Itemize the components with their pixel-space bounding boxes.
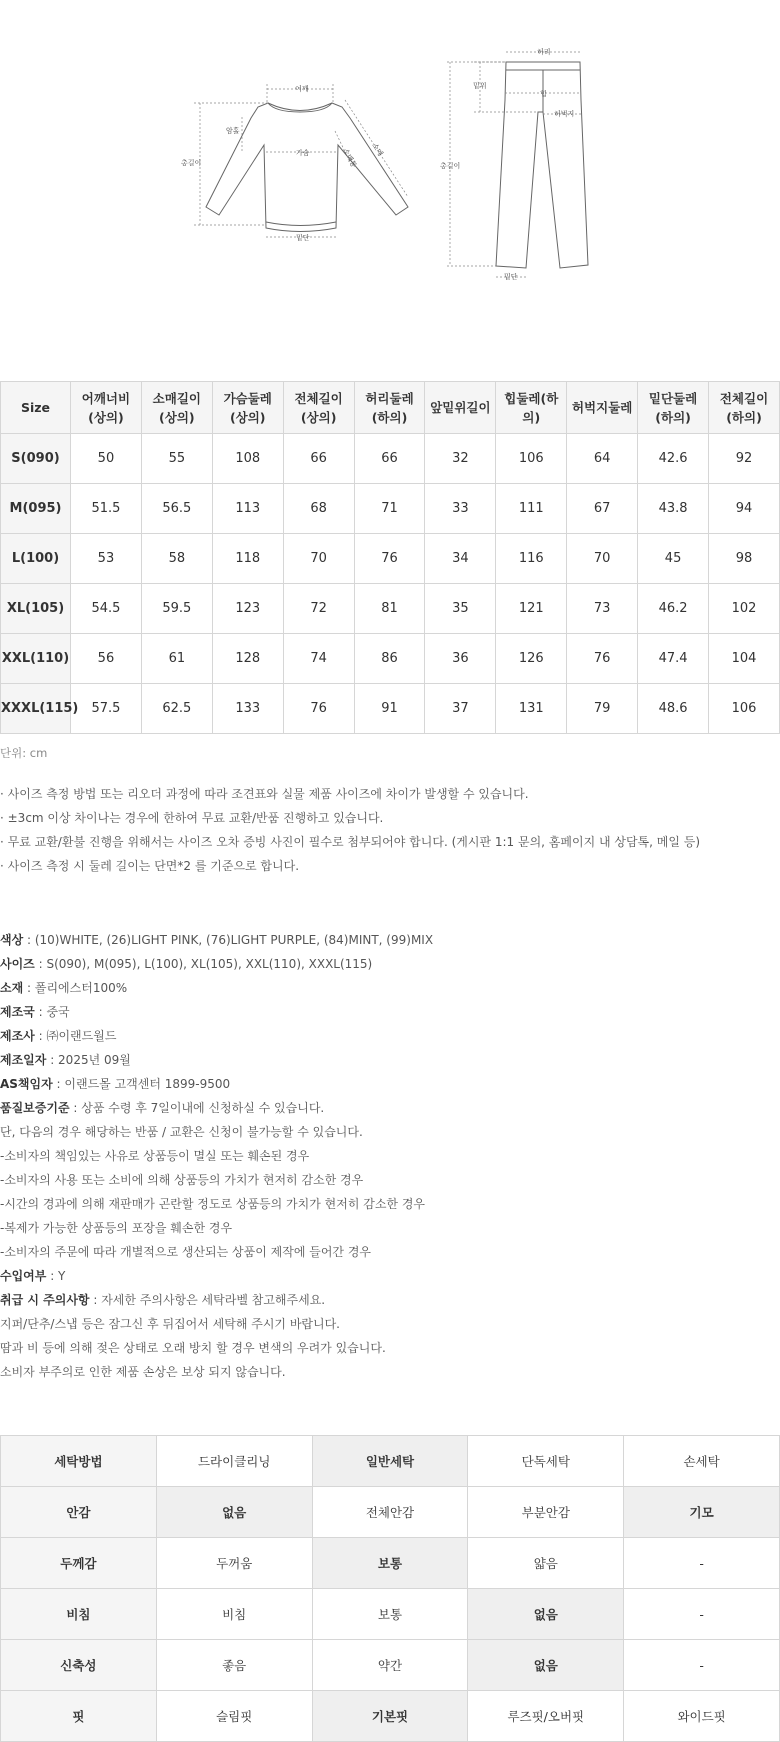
note-item: · 사이즈 측정 시 둘레 길이는 단면*2 를 기준으로 합니다.: [0, 859, 300, 873]
size-value-cell: 48.6: [638, 684, 709, 734]
info-text: 땀과 비 등에 의해 젖은 상태로 오래 방치 할 경우 변색의 우려가 있습니다.: [0, 1341, 386, 1355]
info-text: : 이랜드몰 고객센터 1899-9500: [52, 1077, 231, 1091]
info-text: : 상품 수령 후 7일이내에 신청하실 수 있습니다.: [69, 1101, 325, 1115]
size-value-cell: 35: [425, 584, 496, 634]
size-table-header: 어깨너비(상의): [71, 382, 142, 434]
care-row-head: 안감: [1, 1487, 157, 1538]
size-value-cell: 111: [496, 484, 567, 534]
size-value-cell: 74: [283, 634, 354, 684]
size-table-header: 허리둘레(하의): [354, 382, 425, 434]
size-label-cell: XXXL(115): [1, 684, 71, 734]
care-cell: 좋음: [156, 1640, 312, 1691]
diagram-label-total-length-top: 총길이: [181, 159, 202, 167]
size-label-cell: XL(105): [1, 584, 71, 634]
info-text: -소비자의 주문에 따라 개별적으로 생산되는 상품이 제작에 들어간 경우: [0, 1245, 372, 1259]
size-table-header-row: [1, 382, 780, 434]
size-value-cell: 81: [354, 584, 425, 634]
top-garment-outline: [206, 103, 408, 232]
info-line: [0, 1120, 780, 1144]
size-table-row: [1, 584, 780, 634]
size-value-cell: 53: [71, 534, 142, 584]
diagram-label-sleeve-width: 소매통: [341, 147, 358, 169]
care-row-head: 두께감: [1, 1538, 157, 1589]
care-row-head: 비침: [1, 1589, 157, 1640]
care-row-head: 세탁방법: [1, 1436, 157, 1487]
info-text: : 폴리에스터100%: [23, 981, 128, 995]
size-value-cell: 47.4: [638, 634, 709, 684]
measurement-diagram-svg: [0, 0, 780, 360]
size-value-cell: 104: [709, 634, 780, 684]
info-text: -소비자의 사용 또는 소비에 의해 상품등의 가치가 현저히 감소한 경우: [0, 1173, 364, 1187]
care-cell: 약간: [312, 1640, 468, 1691]
size-table-header: 허벅지둘레: [567, 382, 638, 434]
info-text: -시간의 경과에 의해 재판매가 곤란할 정도로 상품등의 가치가 현저히 감소한 경우: [0, 1197, 426, 1211]
size-value-cell: 126: [496, 634, 567, 684]
care-cell-selected: 없음: [468, 1640, 624, 1691]
size-value-cell: 76: [567, 634, 638, 684]
info-line: [0, 928, 780, 952]
size-table-row: [1, 484, 780, 534]
care-cell: 드라이클리닝: [156, 1436, 312, 1487]
care-cell: 와이드핏: [624, 1691, 780, 1742]
size-label-cell: S(090): [1, 434, 71, 484]
info-line: [0, 1192, 780, 1216]
diagram-label-waist: 허리: [537, 48, 551, 56]
size-value-cell: 128: [212, 634, 283, 684]
info-line: [0, 1312, 780, 1336]
size-table-header: 전체길이(하의): [709, 382, 780, 434]
size-value-cell: 51.5: [71, 484, 142, 534]
care-cell: 단독세탁: [468, 1436, 624, 1487]
care-table-row: [1, 1538, 780, 1589]
size-value-cell: 66: [354, 434, 425, 484]
size-value-cell: 70: [283, 534, 354, 584]
care-table-row: [1, 1691, 780, 1742]
size-value-cell: 121: [496, 584, 567, 634]
size-value-cell: 43.8: [638, 484, 709, 534]
info-text: : S(090), M(095), L(100), XL(105), XXL(110), XXXL(115): [34, 957, 373, 971]
size-value-cell: 56: [71, 634, 142, 684]
size-value-cell: 54.5: [71, 584, 142, 634]
info-text: : Y: [46, 1269, 66, 1283]
size-value-cell: 46.2: [638, 584, 709, 634]
size-value-cell: 59.5: [141, 584, 212, 634]
info-line: [0, 1072, 780, 1096]
care-cell-selected: 기모: [624, 1487, 780, 1538]
size-table-row: [1, 684, 780, 734]
size-value-cell: 79: [567, 684, 638, 734]
info-line: [0, 1240, 780, 1264]
care-table: [0, 1435, 780, 1742]
size-value-cell: 32: [425, 434, 496, 484]
size-value-cell: 73: [567, 584, 638, 634]
info-text: -복제가 가능한 상품등의 포장을 훼손한 경우: [0, 1221, 233, 1235]
diagram-label-total-length-bottom: 총길이: [440, 162, 461, 170]
size-table-header: 앞밑위길이: [425, 382, 496, 434]
care-cell: 슬림핏: [156, 1691, 312, 1742]
size-value-cell: 123: [212, 584, 283, 634]
info-text: 지퍼/단추/스냅 등은 잠그신 후 뒤집어서 세탁해 주시기 바랍니다.: [0, 1317, 340, 1331]
care-table-row: [1, 1640, 780, 1691]
unit-label: 단위: cm: [0, 746, 48, 760]
size-value-cell: 98: [709, 534, 780, 584]
care-cell: 전체안감: [312, 1487, 468, 1538]
info-label: 제조국: [0, 1005, 35, 1019]
diagram-label-armhole: 암홀: [226, 127, 240, 135]
info-line: [0, 1024, 780, 1048]
size-value-cell: 106: [709, 684, 780, 734]
diagram-label-hip: 힙: [540, 90, 547, 98]
size-value-cell: 57.5: [71, 684, 142, 734]
size-value-cell: 133: [212, 684, 283, 734]
care-cell: 두꺼움: [156, 1538, 312, 1589]
info-line: [0, 1144, 780, 1168]
size-value-cell: 72: [283, 584, 354, 634]
diagram-label-hem-top: 밑단: [296, 234, 310, 242]
size-value-cell: 102: [709, 584, 780, 634]
note-item: · 무료 교환/환불 진행을 위해서는 사이즈 오차 증빙 사진이 필수로 첨부되어야 합니다. (게시판 1:1 문의, 홈페이지 내 상담톡, 메일 등): [0, 835, 701, 849]
info-line: [0, 976, 780, 1000]
size-table-header: 밑단둘레(하의): [638, 382, 709, 434]
size-value-cell: 61: [141, 634, 212, 684]
info-line: [0, 1096, 780, 1120]
care-cell: 루즈핏/오버핏: [468, 1691, 624, 1742]
care-table-row: [1, 1436, 780, 1487]
info-text: : (10)WHITE, (26)LIGHT PINK, (76)LIGHT PURPLE, (84)MINT, (99)MIX: [23, 933, 434, 947]
info-line: [0, 1216, 780, 1240]
diagram-label-sleeve: 소매: [370, 141, 385, 158]
diagram-label-hem-bottom: 밑단: [504, 273, 518, 281]
size-value-cell: 108: [212, 434, 283, 484]
care-cell: -: [624, 1640, 780, 1691]
info-line: [0, 1288, 780, 1312]
size-label-cell: M(095): [1, 484, 71, 534]
size-table-header: 가슴둘레(상의): [212, 382, 283, 434]
info-text: 단, 다음의 경우 해당하는 반품 / 교환은 신청이 불가능할 수 있습니다.: [0, 1125, 363, 1139]
info-label: AS책임자: [0, 1077, 53, 1091]
info-line: [0, 1336, 780, 1360]
info-line: [0, 1000, 780, 1024]
care-cell: 보통: [312, 1589, 468, 1640]
size-value-cell: 94: [709, 484, 780, 534]
size-value-cell: 71: [354, 484, 425, 534]
care-row-head: 핏: [1, 1691, 157, 1742]
product-info: [0, 928, 780, 1384]
info-label: 취급 시 주의사항: [0, 1293, 90, 1307]
diagram-label-thigh: 허벅지: [554, 110, 575, 118]
size-value-cell: 50: [71, 434, 142, 484]
care-cell: 부분안감: [468, 1487, 624, 1538]
size-table: [0, 381, 780, 734]
size-value-cell: 116: [496, 534, 567, 584]
measurement-diagram: [0, 0, 780, 360]
size-table-header: 소매길이(상의): [141, 382, 212, 434]
info-line: [0, 952, 780, 976]
size-value-cell: 70: [567, 534, 638, 584]
info-line: [0, 1168, 780, 1192]
size-value-cell: 106: [496, 434, 567, 484]
size-table-row: [1, 534, 780, 584]
size-value-cell: 92: [709, 434, 780, 484]
size-value-cell: 131: [496, 684, 567, 734]
size-value-cell: 33: [425, 484, 496, 534]
info-text: : 중국: [34, 1005, 70, 1019]
size-table-row: [1, 434, 780, 484]
care-cell-selected: 일반세탁: [312, 1436, 468, 1487]
care-table-row: [1, 1487, 780, 1538]
size-value-cell: 64: [567, 434, 638, 484]
info-label: 수입여부: [0, 1269, 47, 1283]
care-cell: 손세탁: [624, 1436, 780, 1487]
size-table-header: Size: [1, 382, 71, 434]
diagram-label-shoulder: 어깨: [295, 85, 309, 93]
size-value-cell: 56.5: [141, 484, 212, 534]
size-value-cell: 67: [567, 484, 638, 534]
care-cell-selected: 보통: [312, 1538, 468, 1589]
info-label: 제조일자: [0, 1053, 47, 1067]
info-text: : ㈜이랜드월드: [34, 1029, 117, 1043]
care-cell-selected: 없음: [156, 1487, 312, 1538]
note-item: · 사이즈 측정 방법 또는 리오더 과정에 따라 조견표와 실물 제품 사이즈에 차이가 발생할 수 있습니다.: [0, 787, 529, 801]
size-value-cell: 91: [354, 684, 425, 734]
care-cell: -: [624, 1538, 780, 1589]
size-value-cell: 55: [141, 434, 212, 484]
diagram-label-rise: 밑위: [473, 82, 487, 90]
size-table-header: 전체길이(상의): [283, 382, 354, 434]
info-label: 색상: [0, 933, 24, 947]
size-value-cell: 66: [283, 434, 354, 484]
size-value-cell: 86: [354, 634, 425, 684]
info-label: 소재: [0, 981, 24, 995]
size-value-cell: 118: [212, 534, 283, 584]
care-cell-selected: 기본핏: [312, 1691, 468, 1742]
size-value-cell: 45: [638, 534, 709, 584]
info-line: [0, 1264, 780, 1288]
info-line: [0, 1048, 780, 1072]
size-label-cell: XXL(110): [1, 634, 71, 684]
size-notes: [0, 782, 780, 878]
info-label: 제조사: [0, 1029, 35, 1043]
care-table-row: [1, 1589, 780, 1640]
diagram-label-chest: 가슴: [296, 149, 310, 157]
care-cell-selected: 없음: [468, 1589, 624, 1640]
size-value-cell: 62.5: [141, 684, 212, 734]
info-label: 사이즈: [0, 957, 35, 971]
size-value-cell: 76: [283, 684, 354, 734]
size-value-cell: 58: [141, 534, 212, 584]
info-text: : 2025년 09월: [46, 1053, 131, 1067]
care-cell: 비침: [156, 1589, 312, 1640]
size-label-cell: L(100): [1, 534, 71, 584]
care-row-head: 신축성: [1, 1640, 157, 1691]
size-table-row: [1, 634, 780, 684]
info-line: [0, 1360, 780, 1384]
size-value-cell: 37: [425, 684, 496, 734]
size-table-header: 힙둘레(하의): [496, 382, 567, 434]
care-cell: -: [624, 1589, 780, 1640]
note-item: · ±3cm 이상 차이나는 경우에 한하여 무료 교환/반품 진행하고 있습니다.: [0, 811, 384, 825]
size-value-cell: 36: [425, 634, 496, 684]
size-value-cell: 68: [283, 484, 354, 534]
info-text: 소비자 부주의로 인한 제품 손상은 보상 되지 않습니다.: [0, 1365, 286, 1379]
size-value-cell: 113: [212, 484, 283, 534]
care-cell: 얇음: [468, 1538, 624, 1589]
info-text: -소비자의 책임있는 사유로 상품등이 멸실 또는 훼손된 경우: [0, 1149, 310, 1163]
info-label: 품질보증기준: [0, 1101, 70, 1115]
info-text: : 자세한 주의사항은 세탁라벨 참고해주세요.: [89, 1293, 326, 1307]
size-value-cell: 76: [354, 534, 425, 584]
size-value-cell: 34: [425, 534, 496, 584]
size-value-cell: 42.6: [638, 434, 709, 484]
